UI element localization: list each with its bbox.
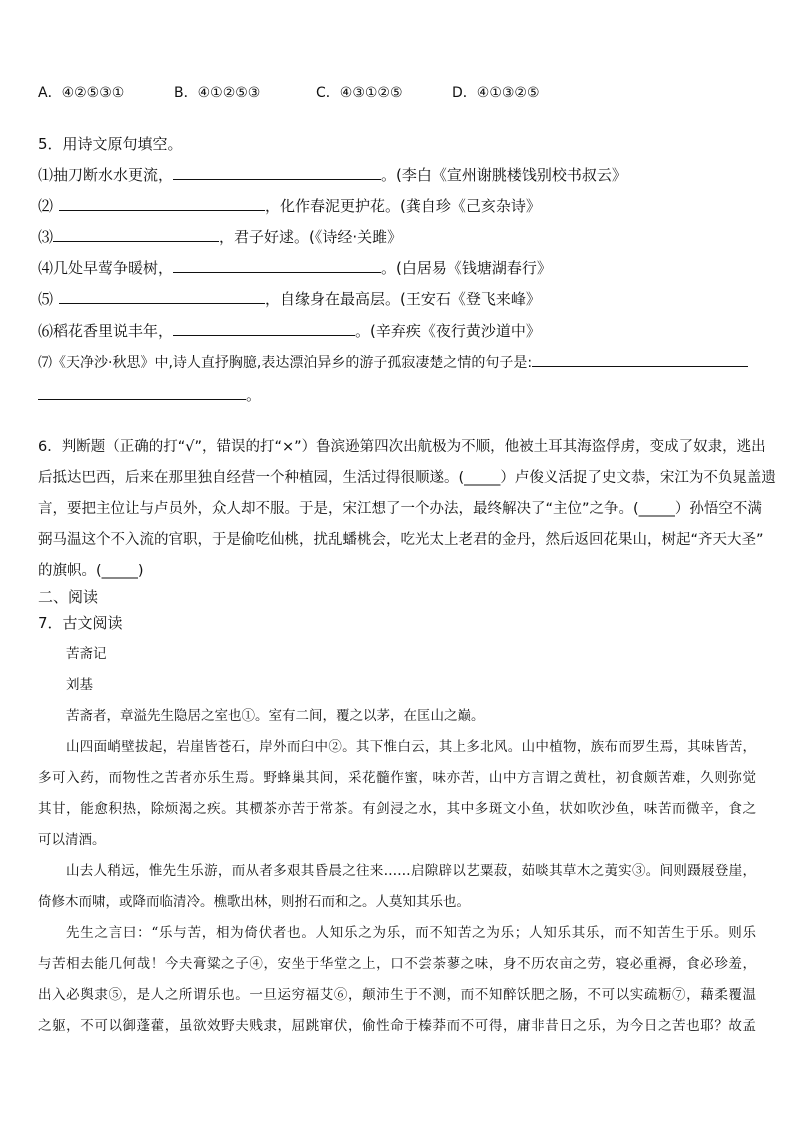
fill-line-8 (38, 384, 261, 406)
line-prefix: ⑸ (38, 290, 54, 308)
essay-line: 多可入药，而物性之苦者亦乐生焉。野蜂巢其间，采花髓作蜜，味亦苦，山中方言谓之黄杜，初食颇苦难，久则弥觉 (38, 770, 756, 786)
line-suffix: ，君子好逑。(《诗经·关雎》 (219, 228, 403, 246)
essay-author: 刘基 (66, 677, 93, 693)
answer-blank[interactable] (38, 385, 246, 400)
line-suffix: 。(李白《宣州谢朓楼饯别校书叔云》 (381, 166, 627, 184)
question-6-line: 言，要把主位让与卢员外，众人却不服。于是，宋江想了一个办法，最终解决了“主位”之争。(_____）孙悟空不满 (38, 501, 762, 517)
line-prefix: ⑵ (38, 197, 54, 215)
answer-blank[interactable] (59, 289, 265, 304)
essay-title: 苦斋记 (66, 646, 107, 662)
option-a: A．④②⑤③① (38, 85, 125, 101)
line-prefix: ⑴抽刀断水水更流， (38, 166, 174, 184)
section-heading: 二、阅读 (38, 588, 99, 606)
line-suffix: ，自缘身在最高层。(王安石《登飞来峰》 (265, 290, 541, 308)
answer-blank[interactable] (173, 321, 355, 336)
option-b: B．④①②⑤③ (174, 85, 261, 101)
answer-blank[interactable] (59, 196, 265, 211)
essay-line: 其甘，能愈积热，除烦渴之疾。其槚茶亦苦于常茶。有剑浸之水，其中多斑文小鱼，状如吹沙鱼，味苦而微辛，食之 (38, 801, 756, 817)
option-d: D．④①③②⑤ (452, 85, 540, 101)
line-suffix: ，化作春泥更护花。(龚自珍《己亥杂诗》 (265, 197, 541, 215)
answer-blank[interactable] (173, 258, 381, 273)
essay-line: 出入必舆隶⑤，是人之所谓乐也。一旦运穷福艾⑥，颠沛生于不测，而不知醉饫肥之肠，不可以实疏粝⑦，藉柔覆温 (38, 987, 756, 1003)
essay-line: 可以清酒。 (38, 832, 106, 848)
line-suffix: 。 (246, 386, 262, 404)
line-prefix: ⑶ (38, 228, 54, 246)
essay-line: 倚修木而啸，或降而临清冷。樵歌出林，则拊石而和之。人莫知其乐也。 (38, 894, 470, 910)
answer-blank[interactable] (532, 352, 748, 367)
essay-line: 山四面峭壁拔起，岩崖皆苍石，岸外而臼中②。其下惟白云，其上多北风。山中植物，族布而罗生焉，其味皆苦， (66, 739, 756, 755)
fill-line-5 (38, 288, 541, 310)
question-6-line: 后抵达巴西，后来在那里独自经营一个种植园，生活过得很顺遂。(_____）卢俊义活捉了史文恭，宋江为不负晁盖遗 (38, 470, 776, 486)
answer-blank[interactable] (173, 165, 381, 180)
line-prefix: ⑷几处早莺争暖树， (38, 259, 174, 277)
fill-line-3 (38, 226, 402, 248)
fill-line-1 (38, 164, 627, 186)
question-6-line: 的旗帜。(_____) (38, 563, 144, 579)
fill-line-6 (38, 320, 541, 342)
line-prefix: ⑺《天净沙·秋思》中,诗人直抒胸臆,表达漂泊异乡的游子孤寂凄楚之情的句子是: (38, 355, 533, 371)
question-7-title: 7．古文阅读 (38, 614, 123, 632)
option-c: C．④③①②⑤ (316, 85, 403, 101)
essay-line: 之躯，不可以御蓬藿，虽欲效野夫贱隶，屈跳窜伏，偷性命于榛莽而不可得，庸非昔日之乐，为今日之苦也耶？故孟 (38, 1018, 756, 1034)
question-5-title: 5．用诗文原句填空。 (38, 135, 183, 153)
essay-line: 与苦相去能几何哉！今夫膏粱之子④，安坐于华堂之上，口不尝荼蓼之味，身不历农亩之劳，寝必重褥，食必珍羞， (38, 956, 756, 972)
line-prefix: ⑹稻花香里说丰年， (38, 322, 174, 340)
fill-line-7 (38, 352, 748, 374)
essay-line: 山去人稍远，惟先生乐游，而从者多艰其昏晨之往来……启隙辟以艺粟菽，茹啖其草木之荑实③。间则蹑屐登崖， (66, 863, 756, 879)
fill-line-2 (38, 195, 541, 217)
answer-blank[interactable] (53, 227, 219, 242)
essay-line: 苦斋者，章溢先生隐居之室也①。室有二间，覆之以茅，在匡山之巅。 (66, 708, 485, 724)
line-suffix: 。(白居易《钱塘湖春行》 (381, 259, 552, 277)
question-6-line: 弼马温这个不入流的官职，于是偷吃仙桃，扰乱蟠桃会，吃光太上老君的金丹，然后返回花果山，树起“齐天大圣” (38, 532, 764, 548)
fill-line-4 (38, 257, 552, 279)
line-suffix: 。(辛弃疾《夜行黄沙道中》 (355, 322, 541, 340)
question-6-line: 6．判断题（正确的打“√”，错误的打“×”）鲁滨逊第四次出航极为不顺，他被土耳其海盗俘虏，变成了奴隶，逃出 (38, 439, 766, 455)
essay-line: 先生之言曰：“乐与苦，相为倚伏者也。人知乐之为乐，而不知苦之为乐；人知乐其乐，而不知苦生于乐。则乐 (66, 925, 756, 941)
